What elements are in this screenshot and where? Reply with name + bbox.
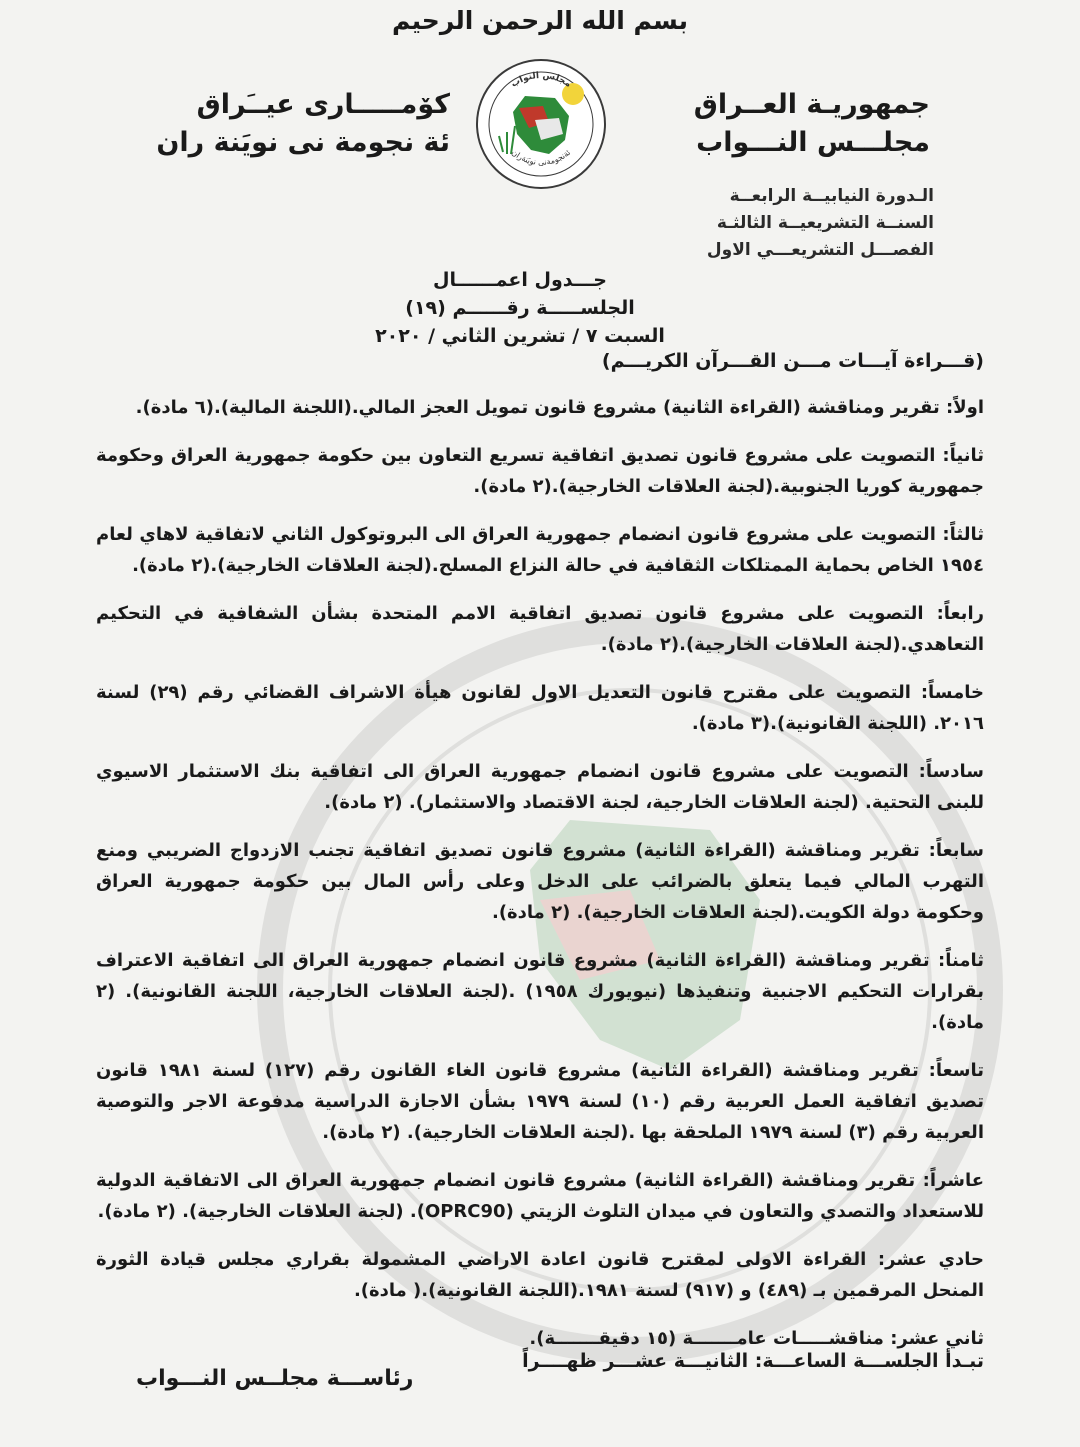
agenda-item	[96, 440, 984, 502]
session-start-time: تبـدأ الجلســـة الساعـــة: الثانيـــة عشـــر ظهــــراً	[522, 1350, 984, 1372]
legislative-term: الفصـــل التشريعـــي الاول	[706, 240, 934, 260]
item-label: سابعاً:	[928, 840, 984, 861]
agenda-item	[96, 1165, 984, 1227]
item-label: ثانياً:	[942, 445, 984, 466]
item-text: تقرير ومناقشة (القراءة الثانية) مشروع قانون انضمام جمهورية العراق الى الاتفاقية الدولية للاستعداد والتصدي والتعاون في ميدان التلوث الزيتي (OPRC90). (لجنة العلاقات الخارجية). (٢ مادة).	[96, 1170, 984, 1222]
agenda-item	[96, 519, 984, 581]
agenda-item	[96, 835, 984, 928]
agenda-item	[96, 756, 984, 818]
agenda-heading	[300, 266, 740, 350]
agenda-title: جـــدول اعمــــــال	[433, 269, 607, 291]
council-presidency: رئاســـة مجلــس النـــواب	[136, 1366, 414, 1391]
session-date: السبت ٧ / تشرين الثاني / ٢٠٢٠	[375, 325, 665, 347]
header-kurdish	[150, 86, 450, 162]
basmala: بسم الله الرحمن الرحيم	[392, 6, 688, 35]
item-label: ثامناً:	[938, 950, 984, 971]
session-info	[707, 183, 934, 264]
agenda-item	[96, 677, 984, 739]
logo-bottom-text: ئةنجومةنى نويَنةران	[509, 147, 573, 167]
agenda-item	[96, 392, 984, 423]
header-republic-line: جمهوريـة العــراق	[693, 89, 930, 120]
parliamentary-term: الـدورة النيابيــة الرابعــة	[729, 186, 934, 206]
item-label: تاسعاً:	[928, 1060, 984, 1081]
item-text: التصويت على مشروع قانون تصديق اتفاقية تسريع التعاون بين حكومة جمهورية العراق وحكومة جمهورية كوريا الجنوبية.(لجنة العلاقات الخارجية).(٢ مادة).	[96, 445, 984, 497]
closing-section	[96, 1342, 984, 1392]
agenda-item	[96, 1055, 984, 1148]
item-text: تقرير ومناقشة (القراءة الثانية) مشروع قانون انضمام جمهورية العراق الى اتفاقية الاعتراف بقرارات التحكيم الاجنبية وتنفيذها (نيويورك ١٩٥٨) .(لجنة العلاقات الخارجية، اللجنة القانونية). (٢ مادة).	[96, 950, 984, 1033]
item-label: ثالثاً:	[942, 524, 984, 545]
item-label: ثاني عشر:	[890, 1328, 984, 1349]
agenda-item	[96, 1244, 984, 1306]
item-text: التصويت على مقترح قانون التعديل الاول لقانون هيأة الاشراف القضائي رقم (٢٩) لسنة ٢٠١٦. (اللجنة القانونية).(٣ مادة).	[96, 682, 984, 734]
item-label: رابعاً:	[936, 603, 984, 624]
header-republic	[694, 86, 930, 162]
header-kurdish-line1: كۆمـــــارى عيــَراق	[196, 89, 450, 120]
legislative-year: السنــة التشريعيــة الثالثـة	[716, 213, 934, 233]
item-label: عاشراً:	[922, 1170, 984, 1191]
item-label: اولاً:	[946, 397, 984, 418]
item-text: التصويت على مشروع قانون تصديق اتفاقية الامم المتحدة بشأن الشفافية في التحكيم التعاهدي.(لجنة العلاقات الخارجية).(٢ مادة).	[96, 603, 984, 655]
parliament-logo-icon	[473, 56, 609, 192]
logo-top-text: مجلس النواب	[509, 70, 573, 90]
item-text: التصويت على مشروع قانون انضمام جمهورية العراق الى اتفاقية بنك الاستثمار الاسيوي للبنى التحتية. (لجنة العلاقات الخارجية، لجنة الاقتصاد والاستثمار). (٢ مادة).	[96, 761, 984, 813]
item-text: تقرير ومناقشة (القراءة الثانية) مشروع قانون تمويل العجز المالي.(اللجنة المالية).(٦ مادة).	[135, 397, 940, 418]
item-text: مناقشـــــات عامـــــــة (١٥ دقيقـــــــة).	[529, 1328, 884, 1349]
item-text: تقرير ومناقشة (القراءة الثانية) مشروع قانون الغاء القانون رقم (١٢٧) لسنة ١٩٨١ قانون تصديق اتفاقية العمل العربية رقم (١٠) لسنة ١٩٧٩ بشأن الاجازة الدراسية مدفوعة الاجر والتوصية العربية رقم (٣) لسنة ١٩٧٩ الملحقة بها .(لجنة العلاقات الخارجية). (٢ مادة).	[96, 1060, 984, 1143]
agenda-item	[96, 598, 984, 660]
item-text: التصويت على مشروع قانون انضمام جمهورية العراق الى البروتوكول الثاني لاتفاقية لاهاي لعام ١٩٥٤ الخاص بحماية الممتلكات الثقافية في حالة النزاع المسلح.(لجنة العلاقات الخارجية).(٢ مادة).	[96, 524, 984, 576]
item-label: حادي عشر:	[877, 1249, 984, 1270]
item-text: تقرير ومناقشة (القراءة الثانية) مشروع قانون تصديق اتفاقية تجنب الازدواج الضريبي ومنع التهرب المالي فيما يتعلق بالضرائب على الدخل وعلى رأس المال بين حكومة جمهورية العراق وحكومة دولة الكويت.(لجنة العلاقات الخارجية). (٢ مادة).	[96, 840, 984, 923]
item-label: خامساً:	[920, 682, 984, 703]
header-council-line: مجلـــس النـــواب	[696, 127, 930, 158]
agenda-item	[96, 945, 984, 1038]
quran-recitation: (قـــراءة آيـــات مـــن القـــرآن الكريـــم)	[601, 350, 984, 372]
item-label: سادساً:	[918, 761, 984, 782]
item-text: القراءة الاولى لمقترح قانون اعادة الاراضي المشمولة بقراري مجلس قيادة الثورة المنحل المرقمين بـ (٤٨٩) و (٩١٧) لسنة ١٩٨١.(اللجنة القانونية).( مادة).	[96, 1249, 984, 1301]
session-number: الجلســـــة رقــــــم (١٩)	[405, 297, 635, 319]
agenda-items	[96, 392, 984, 1371]
header-kurdish-line2: ئة نجومة نى نويَنة ران	[156, 127, 450, 158]
